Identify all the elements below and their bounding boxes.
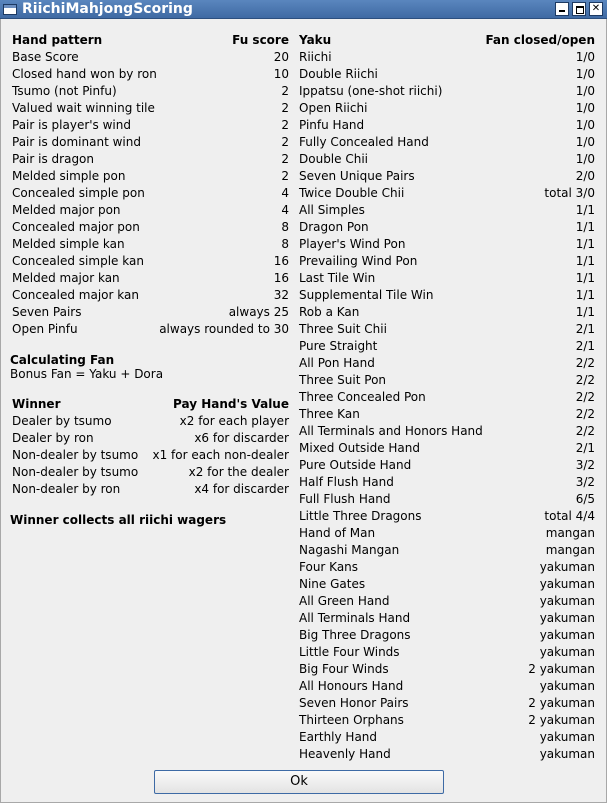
yaku-row [299, 423, 595, 440]
window-title: RiichiMahjongScoring [22, 1, 193, 17]
yaku-row-label: Double Chii [299, 152, 368, 166]
fu-row [12, 287, 289, 304]
fu-row-value: 8 [281, 220, 289, 234]
yaku-row-value: yakuman [539, 611, 595, 625]
close-button[interactable]: ✕ [589, 2, 603, 16]
fu-row [12, 49, 289, 66]
yaku-header-label: Yaku [299, 33, 332, 47]
fu-row-value: 2 [281, 101, 289, 115]
fu-row [12, 236, 289, 253]
yaku-row-label: Player's Wind Pon [299, 237, 406, 251]
fu-score-table [12, 32, 289, 338]
yaku-row [299, 117, 595, 134]
pay-row-label: Dealer by tsumo [12, 414, 112, 428]
yaku-row [299, 729, 595, 746]
fu-row-label: Valued wait winning tile [12, 101, 155, 115]
pay-row-label: Dealer by ron [12, 431, 94, 445]
calculating-fan-title: Calculating Fan [10, 353, 115, 367]
yaku-row [299, 304, 595, 321]
yaku-row-label: Seven Unique Pairs [299, 169, 415, 183]
fu-row-label: Open Pinfu [12, 322, 78, 336]
yaku-row-value: yakuman [539, 628, 595, 642]
yaku-row [299, 593, 595, 610]
pay-row-label: Non-dealer by tsumo [12, 465, 139, 479]
pay-row-label: Non-dealer by ron [12, 482, 121, 496]
yaku-row-value: 2/2 [575, 373, 595, 387]
fu-row-value: 32 [273, 288, 289, 302]
yaku-row-value: yakuman [539, 645, 595, 659]
fu-row [12, 100, 289, 117]
yaku-row-label: All Green Hand [299, 594, 390, 608]
yaku-row-label: Pure Outside Hand [299, 458, 412, 472]
yaku-row-label: All Pon Hand [299, 356, 375, 370]
yaku-row-label: Riichi [299, 50, 332, 64]
ok-button[interactable]: Ok [154, 770, 444, 794]
fu-row [12, 202, 289, 219]
yaku-row-value: yakuman [539, 730, 595, 744]
yaku-row-value: 1/1 [575, 271, 595, 285]
yaku-row [299, 542, 595, 559]
fu-row [12, 83, 289, 100]
payment-table [12, 396, 289, 498]
yaku-row-value: 1/0 [575, 135, 595, 149]
yaku-row [299, 372, 595, 389]
fu-header-label: Hand pattern [12, 33, 103, 47]
yaku-table [299, 32, 595, 763]
yaku-row [299, 219, 595, 236]
yaku-row-value: 1/1 [575, 305, 595, 319]
yaku-row-value: 3/2 [575, 475, 595, 489]
fu-row-label: Concealed simple kan [12, 254, 144, 268]
yaku-row [299, 66, 595, 83]
yaku-row-label: Little Three Dragons [299, 509, 422, 523]
yaku-table-header [299, 32, 595, 49]
yaku-row-label: Big Four Winds [299, 662, 389, 676]
yaku-row-label: Rob a Kan [299, 305, 360, 319]
fu-row [12, 66, 289, 83]
yaku-row-value: 2 yakuman [528, 662, 595, 676]
yaku-row [299, 270, 595, 287]
fu-row [12, 304, 289, 321]
fu-row-value: 2 [281, 135, 289, 149]
yaku-row [299, 83, 595, 100]
yaku-row-label: Pinfu Hand [299, 118, 365, 132]
fu-row-label: Melded major kan [12, 271, 120, 285]
fu-row-value: 16 [273, 254, 289, 268]
yaku-row-label: Nagashi Mangan [299, 543, 400, 557]
yaku-row [299, 253, 595, 270]
yaku-row-value: 2/2 [575, 424, 595, 438]
pay-row-value: x1 for each non-dealer [152, 448, 289, 462]
yaku-row [299, 491, 595, 508]
yaku-row [299, 236, 595, 253]
yaku-row-label: Open Riichi [299, 101, 368, 115]
maximize-button[interactable] [572, 2, 586, 16]
yaku-row-label: Last Tile Win [299, 271, 376, 285]
pay-row [12, 464, 289, 481]
yaku-row-value: total 4/4 [544, 509, 595, 523]
fu-table-header [12, 32, 289, 49]
fu-row [12, 151, 289, 168]
pay-row [12, 447, 289, 464]
yaku-row-value: 2/2 [575, 407, 595, 421]
yaku-row-value: 2 yakuman [528, 713, 595, 727]
yaku-row-label: Big Three Dragons [299, 628, 411, 642]
yaku-row-label: All Terminals Hand [299, 611, 411, 625]
yaku-row [299, 610, 595, 627]
yaku-row-label: All Simples [299, 203, 365, 217]
yaku-row-label: Prevailing Wind Pon [299, 254, 418, 268]
fu-row [12, 134, 289, 151]
fu-row-value: 2 [281, 169, 289, 183]
yaku-row-label: Earthly Hand [299, 730, 378, 744]
title-bar[interactable] [0, 0, 607, 19]
fu-row-label: Melded major pon [12, 203, 121, 217]
yaku-row-label: Fully Concealed Hand [299, 135, 429, 149]
minimize-button[interactable] [555, 2, 569, 16]
yaku-table-rows [299, 49, 595, 763]
fu-header-value: Fu score [232, 33, 289, 47]
yaku-row-value: yakuman [539, 747, 595, 761]
fu-row [12, 253, 289, 270]
yaku-row [299, 134, 595, 151]
yaku-row-label: Four Kans [299, 560, 359, 574]
pay-row-value: x2 for the dealer [188, 465, 289, 479]
fu-row-value: 10 [273, 67, 289, 81]
yaku-row [299, 389, 595, 406]
fu-row-label: Base Score [12, 50, 79, 64]
fu-row [12, 168, 289, 185]
yaku-row [299, 661, 595, 678]
yaku-row-value: 1/1 [575, 254, 595, 268]
fu-row [12, 185, 289, 202]
yaku-row-label: Three Suit Pon [299, 373, 387, 387]
fu-row-value: 4 [281, 186, 289, 200]
fu-row-label: Concealed simple pon [12, 186, 145, 200]
yaku-row-label: Pure Straight [299, 339, 378, 353]
yaku-row-label: Hand of Man [299, 526, 376, 540]
yaku-row [299, 746, 595, 763]
yaku-row [299, 321, 595, 338]
pay-row-value: x4 for discarder [194, 482, 289, 496]
yaku-row [299, 508, 595, 525]
yaku-row-label: Three Kan [299, 407, 360, 421]
yaku-row [299, 168, 595, 185]
yaku-row-value: 1/1 [575, 220, 595, 234]
pay-table-header [12, 396, 289, 413]
yaku-row-label: Full Flush Hand [299, 492, 391, 506]
fu-row-label: Concealed major pon [12, 220, 140, 234]
yaku-row-label: Little Four Winds [299, 645, 400, 659]
yaku-row [299, 338, 595, 355]
yaku-row-value: yakuman [539, 679, 595, 693]
yaku-row [299, 627, 595, 644]
yaku-row-label: Three Concealed Pon [299, 390, 426, 404]
yaku-row-value: 1/0 [575, 84, 595, 98]
yaku-row-label: Twice Double Chii [299, 186, 405, 200]
yaku-row [299, 559, 595, 576]
fu-row-value: always rounded to 30 [159, 322, 289, 336]
yaku-row [299, 100, 595, 117]
yaku-row-label: Dragon Pon [299, 220, 369, 234]
yaku-row-value: total 3/0 [544, 186, 595, 200]
fu-table-rows [12, 49, 289, 338]
pay-row-value: x2 for each player [179, 414, 289, 428]
yaku-row-value: mangan [545, 543, 595, 557]
yaku-row-value: yakuman [539, 560, 595, 574]
yaku-row [299, 151, 595, 168]
yaku-row-value: 2/1 [575, 322, 595, 336]
yaku-row [299, 355, 595, 372]
yaku-row-label: Nine Gates [299, 577, 366, 591]
yaku-row-value: 6/5 [575, 492, 595, 506]
fu-row [12, 117, 289, 134]
yaku-row-label: Half Flush Hand [299, 475, 394, 489]
fu-row-label: Concealed major kan [12, 288, 139, 302]
yaku-row-label: Thirteen Orphans [299, 713, 404, 727]
fu-row-value: 16 [273, 271, 289, 285]
yaku-row [299, 474, 595, 491]
yaku-row [299, 576, 595, 593]
yaku-row-label: All Terminals and Honors Hand [299, 424, 483, 438]
fu-row-value: 2 [281, 152, 289, 166]
fu-row-value: 20 [273, 50, 289, 64]
yaku-row [299, 49, 595, 66]
yaku-header-value: Fan closed/open [485, 33, 595, 47]
yaku-row-value: mangan [545, 526, 595, 540]
bonus-fan-text: Bonus Fan = Yaku + Dora [10, 367, 164, 381]
fu-row-label: Seven Pairs [12, 305, 82, 319]
yaku-row-label: Supplemental Tile Win [299, 288, 434, 302]
yaku-row-value: 2 yakuman [528, 696, 595, 710]
yaku-row [299, 695, 595, 712]
fu-row-value: always 25 [228, 305, 289, 319]
yaku-row-value: 2/1 [575, 441, 595, 455]
yaku-row-label: Mixed Outside Hand [299, 441, 420, 455]
yaku-row-label: Heavenly Hand [299, 747, 391, 761]
yaku-row-value: yakuman [539, 577, 595, 591]
pay-row [12, 413, 289, 430]
yaku-row-value: 1/0 [575, 67, 595, 81]
yaku-row-value: 1/1 [575, 288, 595, 302]
yaku-row-value: yakuman [539, 594, 595, 608]
fu-row [12, 270, 289, 287]
yaku-row-label: Three Suit Chii [299, 322, 387, 336]
window-app-icon [3, 4, 17, 15]
yaku-row [299, 678, 595, 695]
fu-row-label: Pair is dominant wind [12, 135, 141, 149]
yaku-row-value: 2/2 [575, 356, 595, 370]
yaku-row-value: 2/2 [575, 390, 595, 404]
fu-row-label: Tsumo (not Pinfu) [12, 84, 117, 98]
fu-row [12, 219, 289, 236]
yaku-row [299, 406, 595, 423]
fu-row-label: Pair is player's wind [12, 118, 131, 132]
yaku-row-value: 1/1 [575, 237, 595, 251]
yaku-row-value: 2/1 [575, 339, 595, 353]
yaku-row-label: All Honours Hand [299, 679, 404, 693]
fu-row-value: 2 [281, 84, 289, 98]
yaku-row-label: Seven Honor Pairs [299, 696, 409, 710]
riichi-wagers-note: Winner collects all riichi wagers [10, 513, 227, 527]
yaku-row-label: Ippatsu (one-shot riichi) [299, 84, 443, 98]
pay-row-value: x6 for discarder [194, 431, 289, 445]
yaku-row [299, 440, 595, 457]
yaku-row-value: 1/0 [575, 50, 595, 64]
yaku-row-value: 1/0 [575, 118, 595, 132]
yaku-row-value: 1/0 [575, 101, 595, 115]
yaku-row [299, 644, 595, 661]
yaku-row-value: 1/1 [575, 203, 595, 217]
fu-row-label: Melded simple kan [12, 237, 125, 251]
fu-row-value: 2 [281, 118, 289, 132]
yaku-row-value: 3/2 [575, 458, 595, 472]
fu-row-label: Pair is dragon [12, 152, 95, 166]
pay-header-value: Pay Hand's Value [173, 397, 289, 411]
fu-row-value: 4 [281, 203, 289, 217]
fu-row [12, 321, 289, 338]
yaku-row [299, 712, 595, 729]
fu-row-label: Closed hand won by ron [12, 67, 157, 81]
yaku-row [299, 525, 595, 542]
pay-row-label: Non-dealer by tsumo [12, 448, 139, 462]
yaku-row-label: Double Riichi [299, 67, 378, 81]
yaku-row [299, 202, 595, 219]
fu-row-value: 8 [281, 237, 289, 251]
yaku-row-value: 2/0 [575, 169, 595, 183]
yaku-row [299, 185, 595, 202]
yaku-row [299, 457, 595, 474]
yaku-row [299, 287, 595, 304]
fu-row-label: Melded simple pon [12, 169, 126, 183]
yaku-row-value: 1/0 [575, 152, 595, 166]
pay-row [12, 481, 289, 498]
pay-header-label: Winner [12, 397, 61, 411]
pay-row [12, 430, 289, 447]
pay-table-rows [12, 413, 289, 498]
